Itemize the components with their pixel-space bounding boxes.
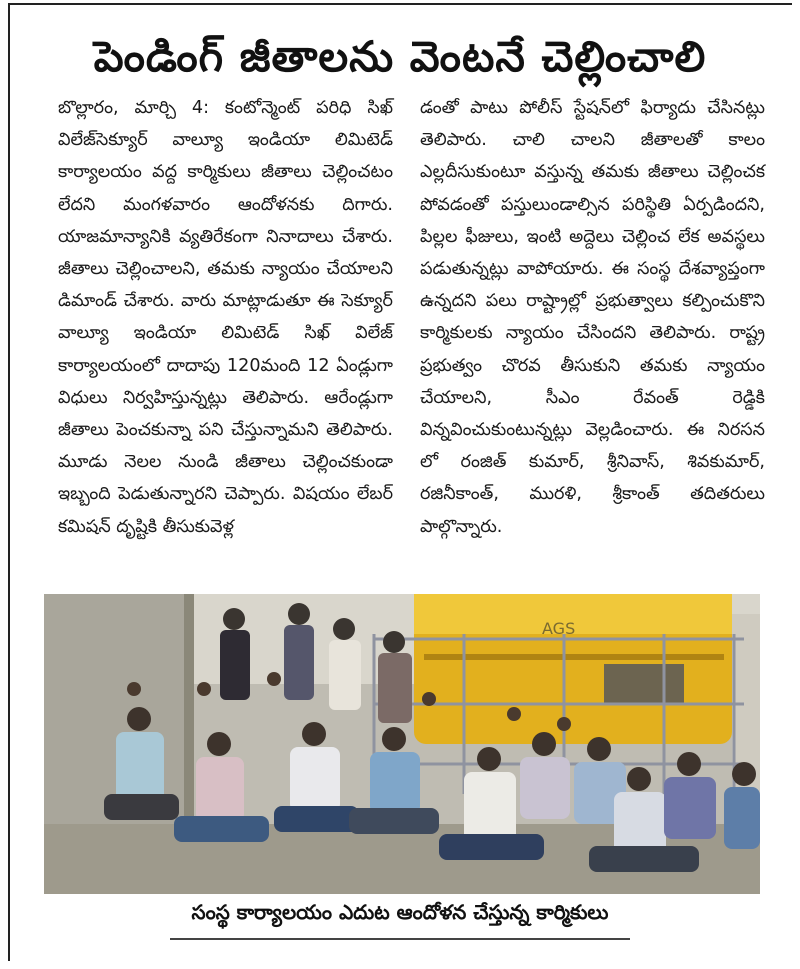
column-right-text: డంతో పాటు పోలీస్ స్టేషన్‌లో ఫిర్యాదు చేసినట్లు తెలిపారు. చాలి చాలని జీతాలతో కాలం ఎల్లదీసుకుంటూ వస్తున్న తమకు జీతాలు చెల్లించక పోవడంతో పస్తులుండాల్సిన పరిస్థితి ఏర్పడిందని, పిల్లల ఫీజులు, ఇంటి అద్దెలు చెల్లించ లేక అవస్థలు పడుతున్నట్లు వాపోయారు. ఈ సంస్థ దేశవ్యాప్తంగా ఉన్నదని పలు రాష్ట్రాల్లో ప్రభుత్వాలు కల్పించుకొని కార్మికులకు న్యాయం చేసిందని తెలిపారు. రాష్ట్ర ప్రభుత్వం చొరవ తీసుకుని తమకు న్యాయం చేయాలని, సీఎం రేవంత్ రెడ్డికి విన్నవించుకుంటున్నట్లు వెల్లడించారు. ఈ నిరసన లో రంజిత్ కుమార్, శ్రీనివాస్, శివకుమార్, రజినీకాంత్, మురళి, శ్రీకాంత్ తదితరులు పాల్గొన్నారు.: [420, 98, 765, 537]
caption-underline: [170, 938, 630, 940]
article-column-left: [58, 92, 393, 543]
photo-caption: సంస్థ కార్యాలయం ఎదుట ఆందోళన చేస్తున్న కార్మికులు: [191, 900, 609, 924]
top-border-rule: [8, 3, 792, 5]
left-border-rule: [8, 3, 10, 961]
article-column-right: [420, 92, 765, 543]
headline: పెండింగ్ జీతాలను వెంటనే చెల్లించాలి: [93, 32, 707, 81]
news-photo: [44, 594, 760, 894]
vehicle-lettering: AGS: [542, 619, 576, 638]
column-left-text: బొల్లారం, మార్చి 4: కంటోన్మెంట్ పరిధి సిఖ్ విలేజ్‌సెక్యూర్ వాల్యూ ఇండియా లిమిటెడ్ కార్యాలయం వద్ద కార్మికులు జీతాలు చెల్లించటం లేదని మంగళవారం ఆందోళనకు దిగారు. యాజమాన్యానికి వ్యతిరేకంగా నినాదాలు చేశారు. జీతాలు చెల్లించాలని, తమకు న్యాయం చేయాలని డిమాండ్ చేశారు. వారు మాట్లాడుతూ ఈ సెక్యూర్ వాల్యూ ఇండియా లిమిటెడ్ సిఖ్ విలేజ్ కార్యాలయంలో దాదాపు 120మంది 12 ఏండ్లుగా విధులు నిర్వహిస్తున్నట్లు తెలిపారు. ఆరేండ్లుగా జీతాలు పెంచకున్నా పని చేస్తున్నామని తెలిపారు. మూడు నెలల నుండి జీతాలు చెల్లించకుండా ఇబ్బంది పెడుతున్నారని చెప్పారు. విషయం లేబర్ కమిషన్ దృష్టికి తీసుకువెళ్ల: [58, 98, 393, 537]
